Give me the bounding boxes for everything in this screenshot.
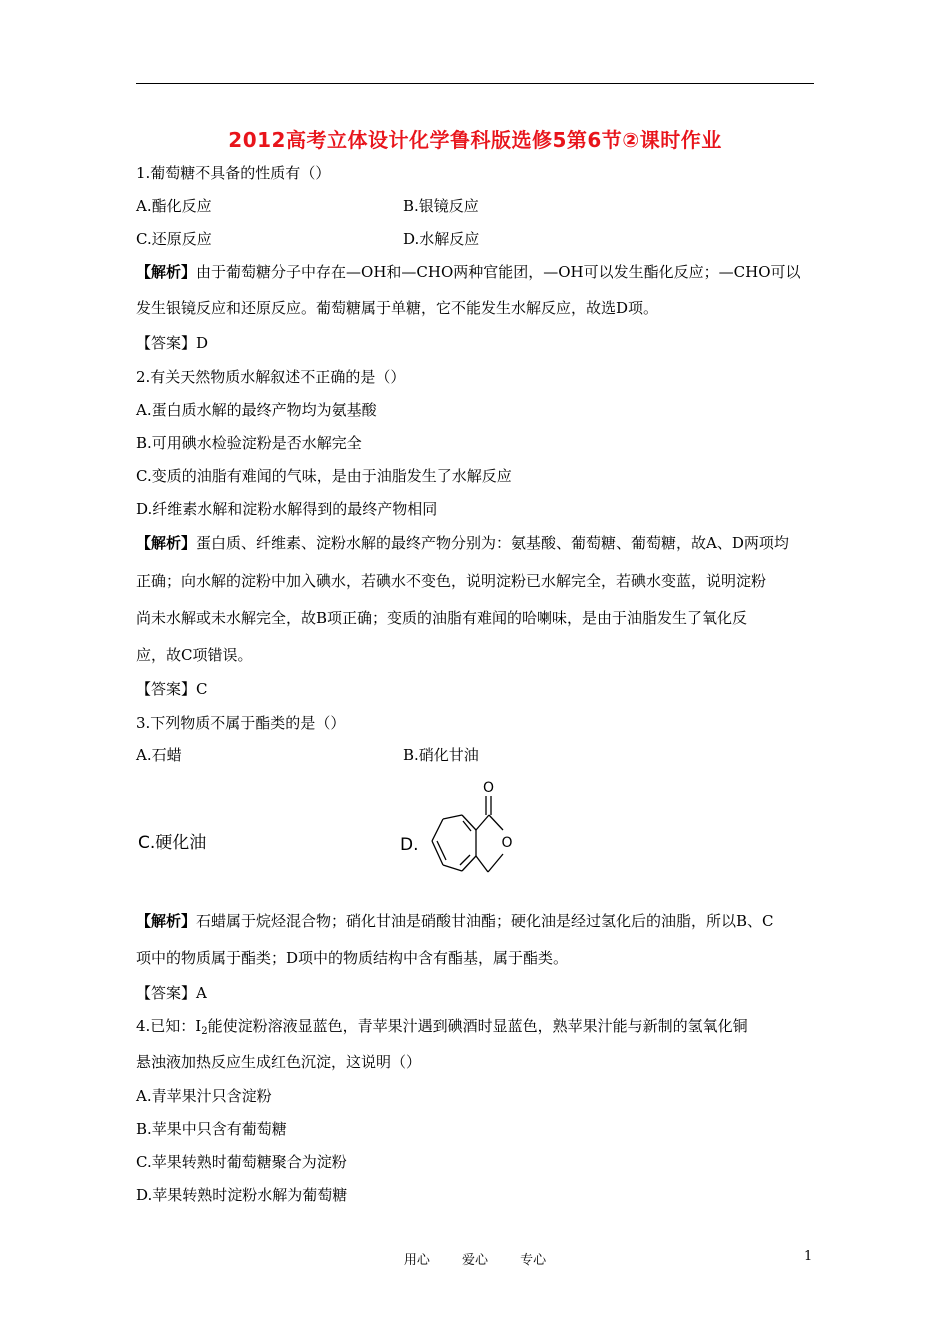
double-bond [437, 841, 446, 860]
bond [489, 815, 503, 830]
q3-option-a: A.石蜡 [136, 746, 182, 764]
q1-analysis-line-1: 【解析】由于葡萄糖分子中存在—OH和—CHO两种官能团，—OH可以发生酯化反应；—CHO可以 [136, 263, 801, 281]
q3-option-c: C.硬化油 [138, 833, 207, 853]
analysis-tag: 【解析】 [136, 534, 197, 552]
analysis-tag: 【解析】 [136, 912, 197, 930]
q4-option-c: C.苹果转熟时葡萄糖聚合为淀粉 [136, 1153, 347, 1171]
q2-analysis-line-3: 尚未水解或未水解完全，故B项正确；变质的油脂有难闻的哈喇味，是由于油脂发生了氧化反 [136, 609, 748, 627]
q2-stem: 2.有关天然物质水解叙述不正确的是（） [136, 368, 406, 386]
bond [462, 856, 476, 871]
footer-word: 爱心 [461, 1253, 488, 1268]
ring-oxygen: O [501, 835, 513, 851]
footer-word: 用心 [403, 1253, 430, 1268]
q3-analysis-line-1: 【解析】石蜡属于烷烃混合物；硝化甘油是硝酸甘油酯；硬化油是经过氢化后的油脂，所以B、C [136, 912, 774, 930]
q2-analysis-line-1: 【解析】蛋白质、纤维素、淀粉水解的最终产物分别为：氨基酸、葡萄糖、葡萄糖，故A、D两项均 [136, 534, 789, 552]
q3-stem: 3.下列物质不属于酯类的是（） [136, 714, 346, 732]
bond [476, 856, 488, 872]
isochromanone-structure [420, 772, 530, 884]
bond [476, 815, 489, 830]
q2-option-a: A.蛋白质水解的最终产物均为氨基酸 [136, 401, 377, 419]
q1-option-a: A.酯化反应 [136, 197, 212, 215]
q4-option-d: D.苹果转熟时淀粉水解为葡萄糖 [136, 1186, 348, 1204]
q4-option-a: A.青苹果汁只含淀粉 [136, 1087, 272, 1105]
q1-option-b: B.银镜反应 [403, 197, 479, 215]
q3-option-d-label: D. [400, 835, 419, 855]
header-rule [136, 83, 814, 84]
q2-option-d: D.纤维素水解和淀粉水解得到的最终产物相同 [136, 500, 438, 518]
document-title: 2012高考立体设计化学鲁科版选修5第6节②课时作业 [228, 128, 722, 152]
q1-answer: 【答案】D [136, 334, 209, 352]
bond [443, 865, 462, 871]
q2-option-b: B.可用碘水检验淀粉是否水解完全 [136, 434, 362, 452]
q3-option-b: B.硝化甘油 [403, 746, 479, 764]
q3-analysis-line-2: 项中的物质属于酯类；D项中的物质结构中含有酯基，属于酯类。 [136, 949, 569, 967]
q2-analysis-line-4: 应，故C项错误。 [136, 646, 253, 664]
q2-option-c: C.变质的油脂有难闻的气味，是由于油脂发生了水解反应 [136, 467, 512, 485]
q1-option-d: D.水解反应 [403, 230, 480, 248]
q4-option-b: B.苹果中只含有葡萄糖 [136, 1120, 287, 1138]
bond [443, 815, 462, 819]
q1-stem: 1.葡萄糖不具备的性质有（） [136, 164, 331, 182]
bond [488, 854, 503, 872]
q4-stem-line-2: 悬浊液加热反应生成红色沉淀，这说明（） [136, 1053, 422, 1071]
q2-analysis-line-2: 正确；向水解的淀粉中加入碘水，若碘水不变色，说明淀粉已水解完全，若碘水变蓝，说明淀粉 [136, 572, 767, 590]
q1-option-c: C.还原反应 [136, 230, 212, 248]
q3-answer: 【答案】A [136, 984, 207, 1002]
bond [432, 841, 443, 865]
carbonyl-oxygen: O [482, 780, 495, 796]
page-number: 1 [804, 1249, 813, 1264]
bond [432, 819, 443, 841]
footer-word: 专心 [520, 1253, 547, 1268]
q1-analysis-line-2: 发生银镜反应和还原反应。葡萄糖属于单糖，它不能发生水解反应，故选D项。 [136, 299, 659, 317]
analysis-tag: 【解析】 [136, 263, 197, 281]
q4-stem-line-1: 4.已知：$I_2$能使淀粉溶液显蓝色，青苹果汁遇到碘酒时显蓝色，熟苹果汁能与新制的氢氧化铜 [136, 1017, 748, 1037]
q2-answer: 【答案】C [136, 680, 208, 698]
